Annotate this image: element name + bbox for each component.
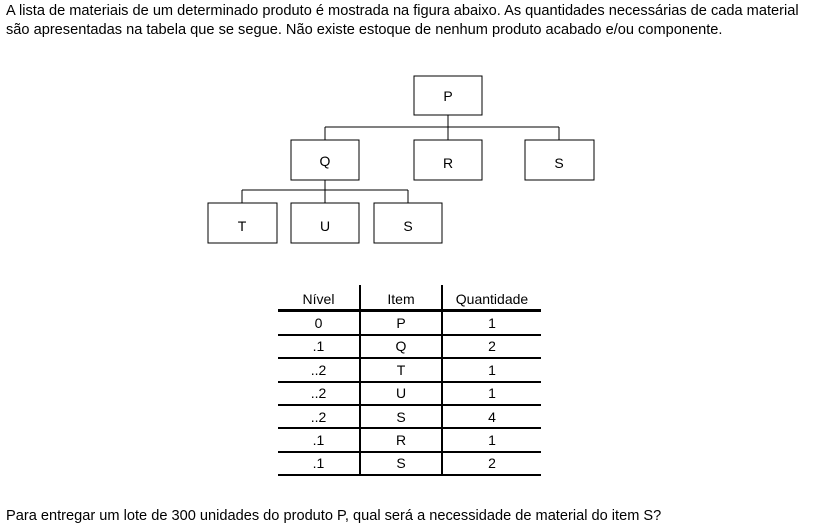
intro-line-2: são apresentadas na tabela que se segue. Não existe estoque de nenhum produto acabado e/ou componente. bbox=[6, 22, 723, 38]
node-r bbox=[414, 140, 482, 180]
cell-item: R bbox=[360, 428, 442, 451]
cell-quantidade: 1 bbox=[442, 311, 541, 335]
cell-item: P bbox=[360, 311, 442, 335]
cell-item: Q bbox=[360, 335, 442, 358]
node-p-label: P bbox=[443, 88, 453, 104]
node-s-level2-label: S bbox=[403, 218, 413, 234]
cell-nivel: .1 bbox=[278, 452, 360, 475]
node-u bbox=[291, 203, 359, 243]
node-p bbox=[414, 76, 482, 115]
table-row bbox=[278, 382, 541, 405]
cell-item: T bbox=[360, 358, 442, 381]
cell-nivel: ..2 bbox=[278, 405, 360, 428]
cell-quantidade: 1 bbox=[442, 428, 541, 451]
product-structure-tree bbox=[0, 0, 832, 260]
table-row bbox=[278, 335, 541, 358]
cell-quantidade: 2 bbox=[442, 452, 541, 475]
cell-item: S bbox=[360, 405, 442, 428]
bill-of-materials-table bbox=[278, 285, 541, 476]
cell-nivel: ..2 bbox=[278, 382, 360, 405]
cell-quantidade: 4 bbox=[442, 405, 541, 428]
node-q bbox=[291, 140, 359, 180]
node-r-label: R bbox=[442, 155, 454, 171]
question-text: Para entregar um lote de 300 unidades do produto P, qual será a necessidade de material do item S? bbox=[6, 508, 662, 524]
table-row bbox=[278, 358, 541, 381]
cell-item: U bbox=[360, 382, 442, 405]
table-row bbox=[278, 311, 541, 335]
node-t bbox=[208, 203, 277, 243]
cell-nivel: ..2 bbox=[278, 358, 360, 381]
cell-quantidade: 1 bbox=[442, 382, 541, 405]
table-row bbox=[278, 405, 541, 428]
table-row bbox=[278, 428, 541, 451]
node-s-level1-label: S bbox=[554, 155, 564, 171]
cell-nivel: 0 bbox=[278, 311, 360, 335]
table-header-row bbox=[278, 285, 541, 311]
intro-line-1: A lista de materiais de um determinado produto é mostrada na figura abaixo. As quantidades necessárias de cada material bbox=[6, 3, 799, 19]
node-u-label: U bbox=[319, 218, 331, 234]
header-nivel: Nível bbox=[278, 285, 360, 311]
cell-nivel: .1 bbox=[278, 428, 360, 451]
node-s-level2 bbox=[374, 203, 442, 243]
node-t-label: T bbox=[237, 218, 247, 234]
header-item: Item bbox=[360, 285, 442, 311]
node-q-label: Q bbox=[319, 153, 331, 169]
cell-nivel: .1 bbox=[278, 335, 360, 358]
table-row bbox=[278, 452, 541, 475]
cell-quantidade: 1 bbox=[442, 358, 541, 381]
header-quantidade: Quantidade bbox=[442, 285, 541, 311]
cell-quantidade: 2 bbox=[442, 335, 541, 358]
cell-item: S bbox=[360, 452, 442, 475]
node-s-level1 bbox=[525, 140, 594, 180]
